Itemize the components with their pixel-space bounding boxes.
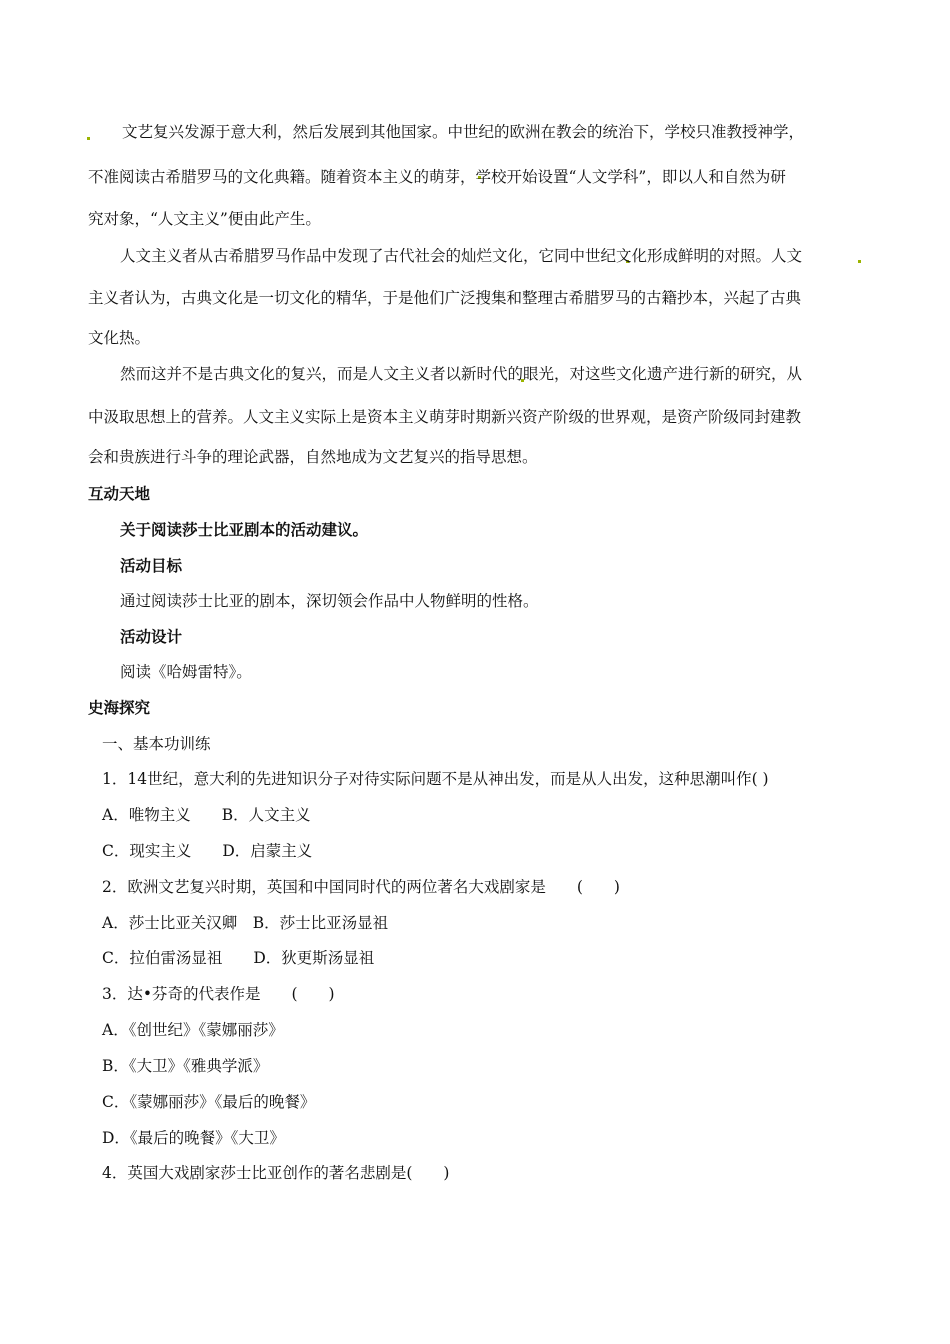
marker-dot bbox=[858, 260, 861, 263]
intro-p2-line-1: 人文主义者从古希腊罗马作品中发现了古代社会的灿烂文化，它同中世纪文化形成鲜明的对照。人文 bbox=[120, 247, 803, 265]
goal-label: 活动目标 bbox=[120, 557, 183, 575]
intro-p2-line-3: 文化热。 bbox=[88, 329, 151, 347]
question-1: 1．14世纪，意大利的先进知识分子对待实际问题不是从神出发，而是从人出发，这种思潮叫作( ) bbox=[102, 770, 769, 788]
interactive-heading: 互动天地 bbox=[88, 485, 151, 503]
question-4: 4．英国大戏剧家莎士比亚创作的著名悲剧是( ) bbox=[102, 1164, 450, 1182]
q1-options-row-2: C．现实主义 D．启蒙主义 bbox=[102, 842, 313, 860]
q3-option-c: C．《蒙娜丽莎》《最后的晚餐》 bbox=[102, 1093, 316, 1111]
intro-p3-line-2: 中汲取思想上的营养。人文主义实际上是资本主义萌芽时期新兴资产阶级的世界观，是资产阶级同封建教 bbox=[88, 408, 802, 426]
intro-p1-line-2: 不准阅读古希腊罗马的文化典籍。随着资本主义的萌芽，学校开始设置“人文学科”，即以人和自然为研 bbox=[88, 168, 786, 186]
q2-options-row-2: C．拉伯雷汤显祖 D．狄更斯汤显祖 bbox=[102, 949, 375, 967]
question-3: 3．达•芬奇的代表作是 ( ) bbox=[102, 985, 335, 1003]
q3-option-d: D．《最后的晚餐》《大卫》 bbox=[102, 1129, 285, 1147]
goal-text: 通过阅读莎士比亚的剧本，深切领会作品中人物鲜明的性格。 bbox=[120, 592, 539, 610]
intro-p3-line-1: 然而这并不是古典文化的复兴，而是人文主义者以新时代的眼光，对这些文化遗产进行新的研究，从 bbox=[120, 365, 803, 383]
intro-p3-line-3: 会和贵族进行斗争的理论武器，自然地成为文艺复兴的指导思想。 bbox=[88, 448, 538, 466]
design-text: 阅读《哈姆雷特》。 bbox=[120, 663, 252, 681]
question-2: 2．欧洲文艺复兴时期，英国和中国同时代的两位著名大戏剧家是 ( ) bbox=[102, 878, 620, 896]
explore-heading: 史海探究 bbox=[88, 699, 151, 717]
design-label: 活动设计 bbox=[120, 628, 183, 646]
q2-options-row-1: A．莎士比亚关汉卿 B．莎士比亚汤显祖 bbox=[102, 914, 389, 932]
intro-p1-line-1: 文艺复兴发源于意大利，然后发展到其他国家。中世纪的欧洲在教会的统治下，学校只准教授神学， bbox=[122, 123, 805, 141]
intro-p2-line-2: 主义者认为，古典文化是一切文化的精华，于是他们广泛搜集和整理古希腊罗马的古籍抄本，兴起了古典 bbox=[88, 289, 802, 307]
q3-option-b: B．《大卫》《雅典学派》 bbox=[102, 1057, 269, 1075]
q3-option-a: A．《创世纪》《蒙娜丽莎》 bbox=[102, 1021, 284, 1039]
section-title: 一、基本功训练 bbox=[102, 735, 211, 753]
marker-dot bbox=[87, 137, 90, 140]
q1-options-row-1: A．唯物主义 B．人文主义 bbox=[102, 806, 311, 824]
interactive-subtitle: 关于阅读莎士比亚剧本的活动建议。 bbox=[120, 521, 369, 539]
intro-p1-line-3: 究对象，“人文主义”便由此产生。 bbox=[88, 210, 321, 228]
